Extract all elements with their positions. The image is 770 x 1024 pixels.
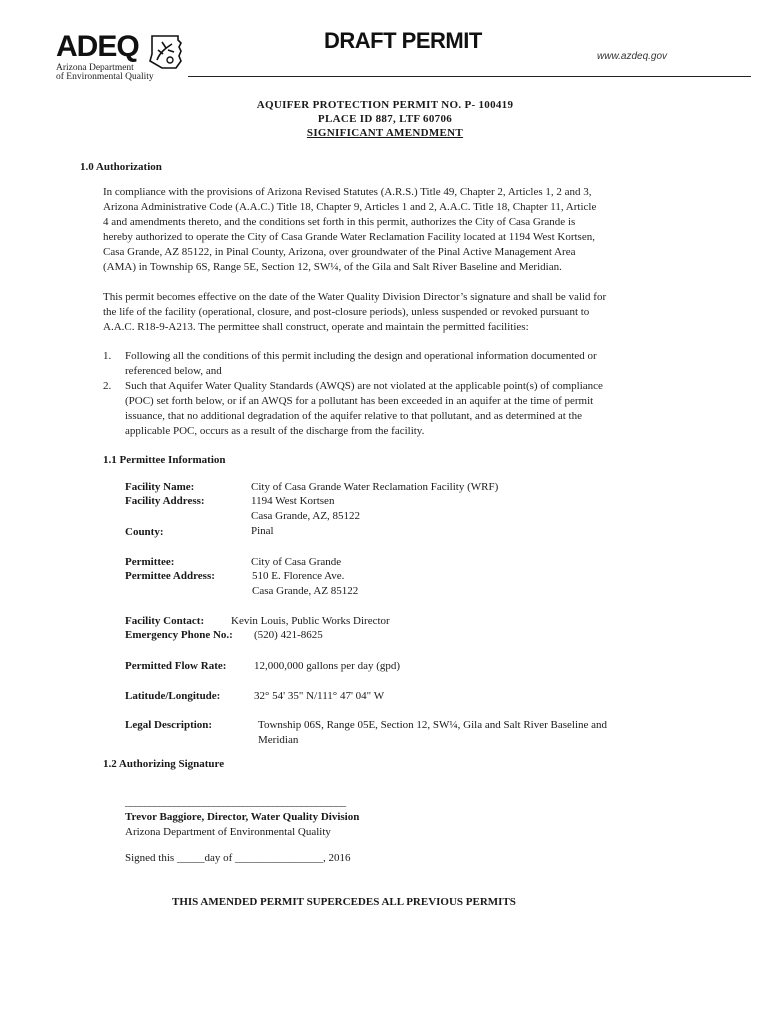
- section-heading-authorization: 1.0 Authorization: [80, 161, 162, 173]
- permittee-label: Permittee:: [125, 556, 175, 568]
- list-item: 2.: [103, 380, 112, 392]
- section-heading-signature: 1.2 Authorizing Signature: [103, 758, 225, 770]
- arizona-map-icon: [148, 34, 184, 70]
- amendment-type: SIGNIFICANT AMENDMENT: [306, 127, 464, 139]
- place-id: PLACE ID 887, LTF 60706: [317, 113, 453, 125]
- header-divider: [188, 76, 751, 77]
- logo-subtitle-line1: Arizona Department: [56, 63, 134, 73]
- facility-address-label: Facility Address:: [125, 495, 205, 507]
- list-item-text: Such that Aquifer Water Quality Standards (AWQS) are not violated at the applicable point(s) of compliance (POC) set forth below, or if an AWQS for a pollutant has been exceeded in an aquifer at the time of permit issuance, that no additional degradation of the aquifer relative to that pollutant, and as determined at the applicable POC, occurs as a result of the discharge from the facility.: [125, 380, 603, 437]
- flow-rate-label: Permitted Flow Rate:: [125, 660, 227, 672]
- permittee-value: City of Casa Grande: [251, 556, 342, 568]
- latlong-value: 32° 54' 35" N/111° 47' 04" W: [254, 690, 385, 702]
- legal-description-label: Legal Description:: [125, 719, 213, 731]
- facility-address-line2: Casa Grande, AZ, 85122: [251, 510, 361, 522]
- facility-address-line1: 1194 West Kortsen: [251, 495, 335, 507]
- list-item-text: Following all the conditions of this permit including the design and operational information documented or referenced below, and: [125, 350, 597, 377]
- header-url: www.azdeq.gov: [597, 51, 668, 62]
- facility-contact-value: Kevin Louis, Public Works Director: [231, 615, 390, 627]
- permit-number: AQUIFER PROTECTION PERMIT NO. P- 100419: [256, 99, 514, 111]
- effective-paragraph: This permit becomes effective on the date of the Water Quality Division Director’s signature and shall be valid for the life of the facility (operational, closure, and post-closure periods), unless suspended or revoked pursuant to A.A.C. R18-9-A213. The permittee shall construct, operate and maintain the permitted facilities:: [103, 291, 607, 333]
- signed-date-line: Signed this _____day of ________________, 2016: [125, 852, 351, 864]
- legal-description-line2: Meridian: [258, 734, 299, 746]
- section-heading-permittee-info: 1.1 Permittee Information: [103, 454, 226, 466]
- legal-description-line1: Township 06S, Range 05E, Section 12, SW¼, Gila and Salt River Baseline and: [258, 719, 608, 731]
- logo-subtitle-line2: of Environmental Quality: [56, 72, 154, 82]
- facility-contact-label: Facility Contact:: [125, 615, 205, 627]
- flow-rate-value: 12,000,000 gallons per day (gpd): [254, 660, 401, 672]
- signature-line: _____________________________________________: [125, 796, 346, 808]
- emergency-phone-value: (520) 421-8625: [254, 629, 323, 641]
- adeq-logo: [56, 32, 186, 80]
- signer-agency: Arizona Department of Environmental Quality: [125, 826, 331, 838]
- permittee-address-line1: 510 E. Florence Ave.: [252, 570, 345, 582]
- permittee-address-label: Permittee Address:: [125, 570, 215, 582]
- signer-name: Trevor Baggiore, Director, Water Quality Division: [125, 811, 360, 823]
- logo-wordmark: ADEQ: [56, 30, 139, 63]
- latlong-label: Latitude/Longitude:: [125, 690, 221, 702]
- supersedes-statement: THIS AMENDED PERMIT SUPERCEDES ALL PREVIOUS PERMITS: [172, 896, 516, 908]
- list-item: 1.: [103, 350, 112, 362]
- county-value: Pinal: [251, 525, 274, 537]
- facility-name-label: Facility Name:: [125, 481, 195, 493]
- county-label: County:: [125, 526, 164, 538]
- page-title: DRAFT PERMIT: [324, 28, 482, 53]
- permittee-address-line2: Casa Grande, AZ 85122: [252, 585, 359, 597]
- authorization-paragraph: In compliance with the provisions of Arizona Revised Statutes (A.R.S.) Title 49, Chapter 2, Articles 1, 2 and 3, Arizona Administrative Code (A.A.C.) Title 18, Chapter 9, Articles 1 and 2, A.A.C. Title 18, Chapter 11, Article 4 and amendments thereto, and the conditions set forth in this permit, authorizes the City of Casa Grande is hereby authorized to operate the City of Casa Grande Water Reclamation Facility located at 1194 West Kortsen, Casa Grande, AZ 85122, in Pinal County, Arizona, over groundwater of the Pinal Active Management Area (AMA) in Township 6S, Range 5E, Section 12, SW¼, of the Gila and Salt River Baseline and Meridian.: [103, 186, 597, 273]
- facility-name-value: City of Casa Grande Water Reclamation Facility (WRF): [251, 481, 499, 493]
- emergency-phone-label: Emergency Phone No.:: [125, 629, 233, 641]
